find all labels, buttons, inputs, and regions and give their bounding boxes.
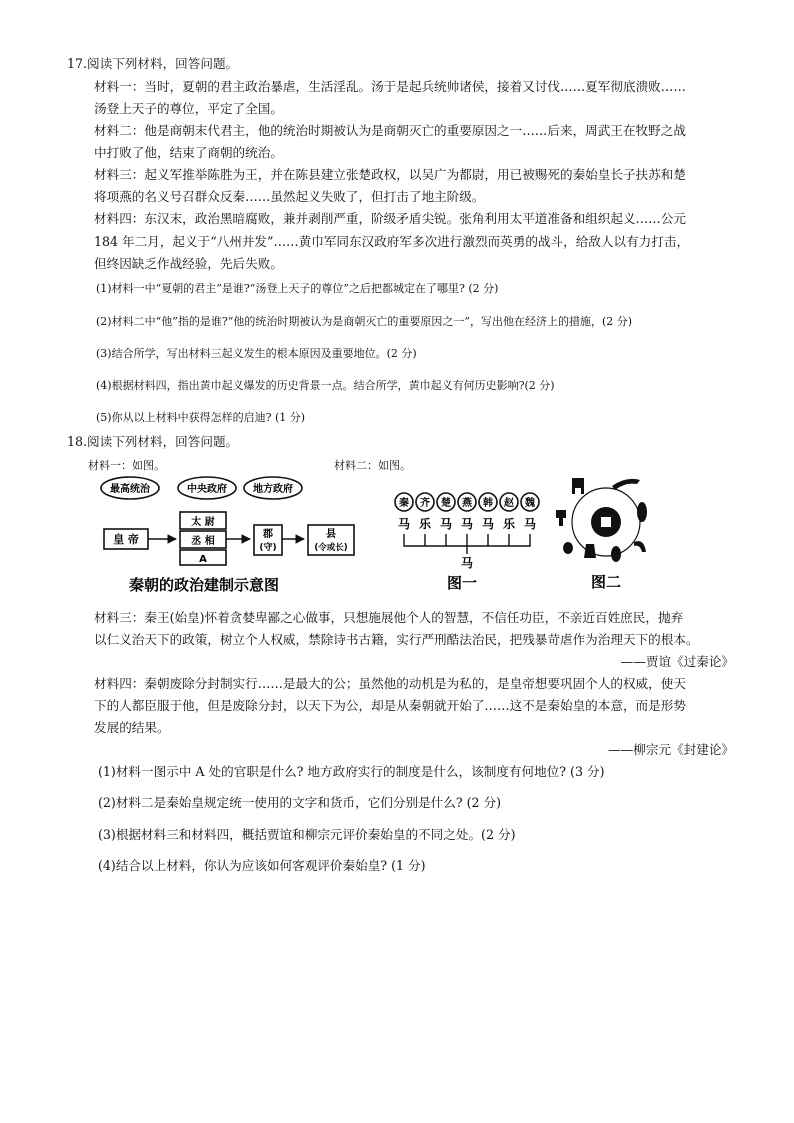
spade-coin-icon <box>584 544 596 558</box>
coin-square-hole <box>601 517 611 527</box>
q18-question: (3)根据材料三和材料四，概括贾谊和柳宗元评价秦始皇的不同之处。(2 分) <box>98 827 516 842</box>
q18-header: 18.阅读下列材料，回答问题。 <box>67 434 239 449</box>
figure1-caption: 图一 <box>446 574 478 592</box>
state-name: 韩 <box>483 498 493 509</box>
jun-shou-text: (守) <box>259 543 277 553</box>
spade-coin-icon <box>556 510 566 526</box>
knife-coin-icon <box>634 541 646 552</box>
figure2-caption: 图二 <box>590 573 622 591</box>
q17-question: (2)材料二中“他”指的是谁?“他的统治时期被认为是商朝灭亡的重要原因之一”，写出他在经济上的措施，(2 分) <box>96 315 633 328</box>
material3-source: ——贾谊《过秦论》 <box>620 654 734 669</box>
xian-ling-text: (令或长) <box>314 543 348 553</box>
q17-question: (5)你从以上材料中获得怎样的启迪? (1 分) <box>96 411 306 424</box>
jun-text: 郡 <box>263 529 273 540</box>
material4-line: 发展的结果。 <box>94 720 170 735</box>
shell-coin-icon <box>611 546 621 562</box>
material4-source: ——柳宗元《封建论》 <box>608 742 734 757</box>
bracket-lines <box>404 534 530 554</box>
q17-material-line: 材料二：他是商朝末代君主，他的统治时期被认为是商朝灭亡的重要原因之一……后来，周武王在牧野之战 <box>94 123 686 138</box>
emperor-text: 皇 帝 <box>113 533 139 546</box>
q17-question: (4)根据材料四，指出黄巾起义爆发的历史背景一点。结合所学，黄巾起义有何历史影响?(2 分) <box>96 379 555 392</box>
ant-nose-coin-icon <box>563 542 573 554</box>
script-unification-figure <box>394 490 540 592</box>
state-name: 秦 <box>399 498 409 509</box>
state-name: 魏 <box>525 498 535 509</box>
knife-coin-icon <box>612 479 640 490</box>
state-name: 齐 <box>420 498 430 509</box>
q18-question: (1)材料一图示中 A 处的官职是什么? 地方政府实行的制度是什么，该制度有何地位? (3 分) <box>98 764 605 779</box>
material3-line: 以仁义治天下的政策，树立个人权威，禁除诗书古籍，实行严刑酷法治民，把残暴苛虐作为治理天下的根本。 <box>94 632 699 647</box>
q18-question: (4)结合以上材料，你认为应该如何客观评价秦始皇? (1 分) <box>98 858 426 873</box>
script-variant: 马 <box>523 517 537 531</box>
shell-coin-icon <box>637 502 647 522</box>
q17-material-line: 材料一：当时，夏朝的君主政治暴虐，生活淫乱。汤于是起兵统帅诸侯，接着又讨伐……夏军彻底溃败…… <box>94 79 686 94</box>
script-variant: 乐 <box>418 517 432 531</box>
q17-material-line: 将项燕的名义号召群众反秦……虽然起义失败了，但打击了地主阶级。 <box>94 189 485 204</box>
spade-coin-icon <box>572 478 584 494</box>
q17-material-line: 但终因缺乏作战经验，先后失败。 <box>94 256 283 271</box>
script-variant: 乐 <box>502 517 516 531</box>
qin-political-structure-diagram <box>96 472 358 596</box>
q17-question: (1)材料一中“夏朝的君主”是谁?“汤登上天子的尊位”之后把都城定在了哪里? (2 分) <box>96 282 499 295</box>
material4-line: 下的人都臣服于他，但是废除分封，以天下为公，却是从秦朝就开始了……这不是秦始皇的本意，而是形势 <box>94 698 686 713</box>
material4-line: 材料四：秦朝废除分封制实行……是最大的公；虽然他的动机是为私的，是皇帝想要巩固个人的权威，使天 <box>94 676 686 691</box>
script-variant: 马 <box>397 517 411 531</box>
unified-script: 马 <box>460 556 474 570</box>
a-text: A <box>199 554 207 565</box>
central-gov-label: 中央政府 <box>187 484 227 495</box>
state-name: 赵 <box>504 498 514 509</box>
material1-label: 材料一：如图。 <box>88 459 165 472</box>
material3-line: 材料三：秦王(始皇)怀着贪婪卑鄙之心做事，只想施展他个人的智慧，不信任功臣，不亲近百姓庶民，抛弃 <box>94 610 684 625</box>
q17-header: 17.阅读下列材料，回答问题。 <box>67 56 239 71</box>
currency-unification-figure <box>550 472 662 592</box>
xian-text: 县 <box>326 529 336 540</box>
script-variant: 马 <box>481 517 495 531</box>
q17-question: (3)结合所学，写出材料三起义发生的根本原因及重要地位。(2 分) <box>96 347 417 360</box>
local-gov-label: 地方政府 <box>253 484 293 495</box>
q17-material-line: 中打败了他，结束了商朝的统治。 <box>94 145 283 160</box>
taiwei-text: 太 尉 <box>191 517 215 528</box>
q17-material-line: 材料四：东汉末，政治黑暗腐败，兼并剥削严重，阶级矛盾尖锐。张角利用太平道准备和组织起义……公元 <box>94 211 686 226</box>
chengxiang-text: 丞 相 <box>191 536 215 547</box>
material2-label: 材料二：如图。 <box>334 459 411 472</box>
state-circles <box>395 493 539 511</box>
state-name: 楚 <box>441 498 451 509</box>
state-name: 燕 <box>462 498 472 509</box>
script-variant: 马 <box>460 517 474 531</box>
diagram-caption: 秦朝的政治建制示意图 <box>128 576 280 594</box>
q17-material-line: 汤登上天子的尊位，平定了全国。 <box>94 101 283 116</box>
script-variants <box>398 516 536 531</box>
script-variant: 马 <box>439 517 453 531</box>
q18-question: (2)材料二是秦始皇规定统一使用的文字和货币，它们分别是什么? (2 分) <box>98 795 502 810</box>
q17-material-line: 材料三：起义军推举陈胜为王，并在陈县建立张楚政权，以吴广为都尉，用已被赐死的秦始皇长子扶苏和楚 <box>94 167 686 182</box>
q17-material-line: 184 年二月，起义于“八州并发”……黄巾军同东汉政府军多次进行激烈而英勇的战斗，给敌人以有力打击， <box>94 234 690 249</box>
top-ruler-label: 最高统治 <box>110 484 150 495</box>
